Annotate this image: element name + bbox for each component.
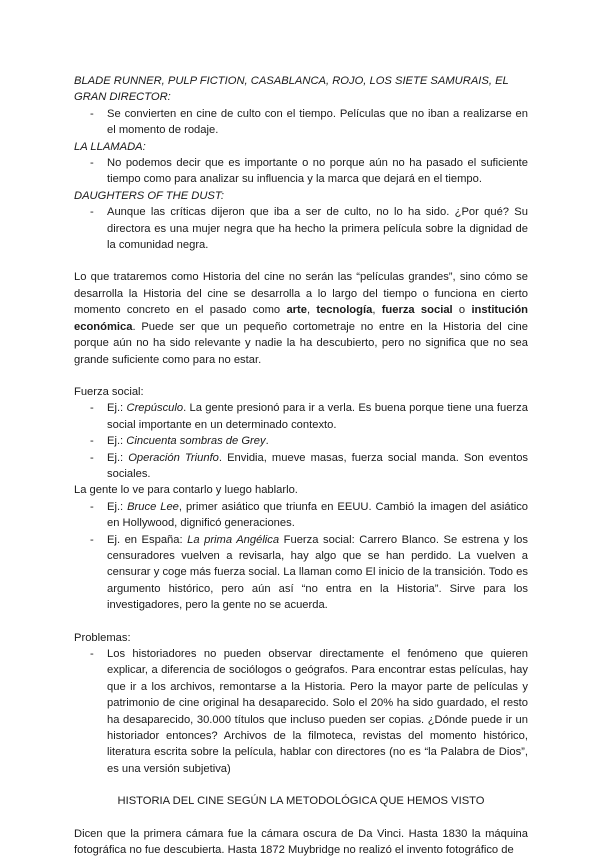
list-item: - Ej.: Bruce Lee, primer asiático que triunfa en EEUU. Cambió la imagen del asiático en Hollywood, dignificó generaciones. (90, 500, 529, 530)
bullet-dash: - (90, 157, 94, 170)
llamada-bullet: - No podemos decir que es importante o no porque aún no ha pasado el suficiente tiempo como para analizar su influencia y la marca que dejará en el tiempo. (90, 157, 528, 186)
daughters-bullet: - Aunque las críticas dijeron que iba a ser de culto, no lo ha sido. ¿Por qué? Su directora es una mujer negra que ha hecho la primera película sobre la dignidad de la comunidad negra. (90, 206, 528, 252)
llamada-heading: LA LLAMADA: (74, 140, 146, 153)
films-heading: BLADE RUNNER, PULP FICTION, CASABLANCA, ROJO, LOS SIETE SAMURAIS, EL GRAN DIRECTOR: (74, 75, 509, 104)
bullet-dash: - (90, 107, 94, 120)
list-item: - Ej. en España: La prima Angélica Fuerza social: Carrero Blanco. Se estrena y los censuradores vuelven a revisarla, hay algo que se han perdido. La vuelven a censurar y coge más fuerza social. La llaman como El inicio de la transición. Todo es argumento histórico, pero aún así “no entra en la Historia”. Sirve para los investigadores, pero la gente no se acuerda. (90, 533, 528, 612)
list-item: - Ej.: Crepúsculo. La gente presionó para ir a verla. Es buena porque tiene una fuerza social importante en un determinado contexto. (90, 402, 528, 431)
fuerza-social-label: Fuerza social: (74, 385, 144, 398)
bullet-dash: - (90, 451, 94, 464)
problemas-label: Problemas: (74, 631, 131, 644)
document-page (74, 73, 528, 858)
bullet-dash: - (90, 500, 94, 513)
bullet-dash: - (90, 435, 94, 448)
section-title: HISTORIA DEL CINE SEGÚN LA METODOLÓGICA QUE HEMOS VISTO (117, 795, 485, 808)
bullet-dash: - (90, 533, 94, 546)
gente-label: La gente lo ve para contarlo y luego hablarlo. (74, 484, 298, 497)
problemas-bullet: - Los historiadores no pueden observar directamente el fenómeno que quieren explicar, a diferencia de sociólogos o geógrafos. Para encontrar estas películas, hay que ir a los archivos, remontarse a la Historia. Pero la mayor parte de películas y patrimonio de cine original ha desaparecido. Solo el 20% ha sido guardado, el resto ha desaparecido, 30.000 títulos que incluso pueden ser copias. ¿Dónde puede ir un historiador entonces? Archivos de la filmoteca, revistas del momento histórico, literatura escrita sobre la película, hablar con directores (no es “la Palabra de Dios”, es una versión subjetiva) (90, 648, 528, 775)
list-item: - Ej.: Cincuenta sombras de Grey. (74, 433, 528, 449)
daughters-heading: DAUGHTERS OF THE DUST: (74, 189, 225, 202)
bullet-dash: - (90, 206, 94, 219)
list-item: - Ej.: Operación Triunfo. Envidia, mueve masas, fuerza social manda. Son eventos sociales. (90, 451, 529, 480)
films-bullet: - Se convierten en cine de culto con el tiempo. Películas que no iban a realizarse en el momento de rodaje. (90, 107, 528, 137)
intro-paragraph: Lo que trataremos como Historia del cine no serán las “películas grandes”, sino cómo se desarrolla la Historia del cine se desarrolla a lo largo del tiempo o funciona en cierto momento concreto en el pasado como arte, tecnología, fuerza social o institución económica. Puede ser que un pequeño cortometraje no entre en la Historia del cine porque aún no ha sido relevante y nadie la ha descubierto, pero no significa que no sea grande suficiente como para no estar. (74, 271, 528, 366)
bullet-dash: - (90, 402, 94, 415)
final-paragraph: Dicen que la primera cámara fue la cámara oscura de Da Vinci. Hasta 1830 la máquina fotográfica no fue descubierta. Hasta 1872 Muybridge no realizó el invento fotográfico de (74, 827, 528, 857)
bullet-dash: - (90, 648, 94, 660)
